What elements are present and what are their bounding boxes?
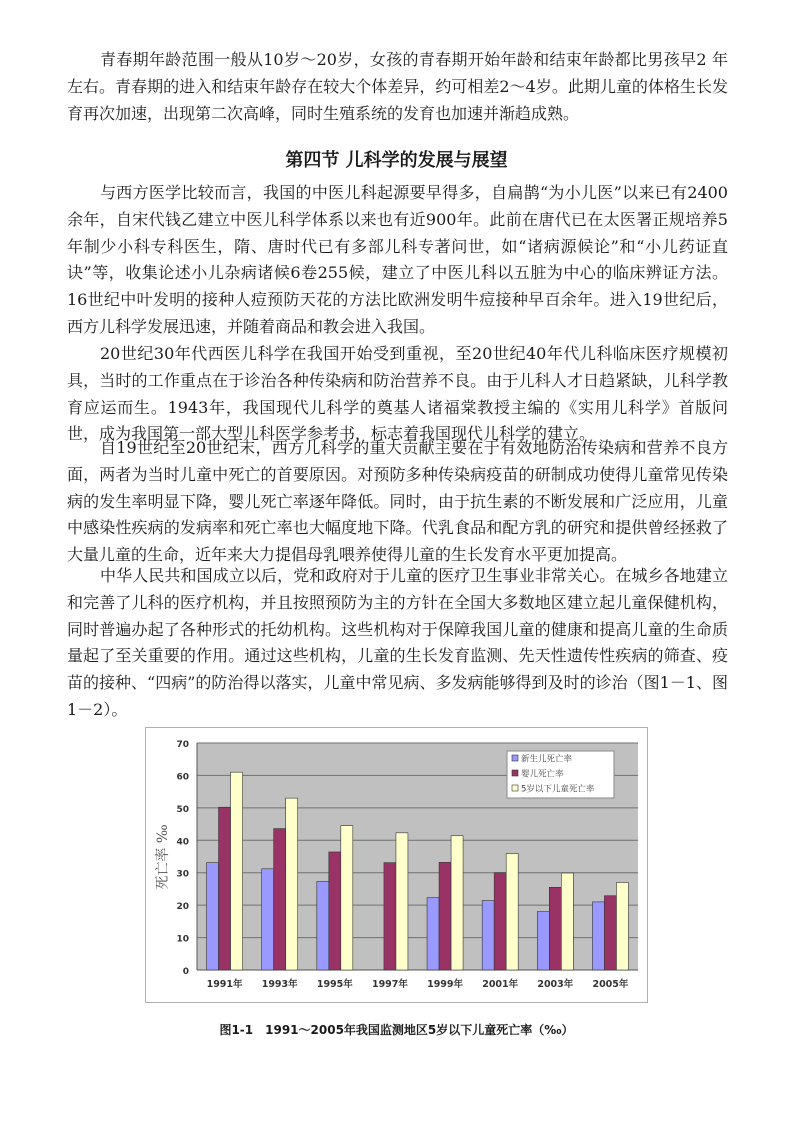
- bar-under5: [561, 873, 573, 970]
- bar-neonatal: [592, 902, 604, 970]
- bar-infant: [439, 862, 451, 970]
- legend-label: 新生儿死亡率: [521, 754, 573, 765]
- bar-under5: [396, 833, 408, 970]
- bar-neonatal: [262, 869, 274, 970]
- bar-neonatal: [207, 863, 219, 970]
- bar-neonatal: [427, 898, 439, 970]
- x-tick-label: 1995年: [316, 979, 353, 990]
- x-tick-label: 1993年: [261, 979, 298, 990]
- paragraph-puberty: 青春期年龄范围一般从10岁～20岁，女孩的青春期开始年龄和结束年龄都比男孩早2 年左右。青春期的进入和结束年龄存在较大个体差异，约可相差2～4岁。此期儿童的体格生长发育再次加速，出现第二次高峰，同时生殖系统的发育也加速并渐趋成熟。: [67, 50, 728, 123]
- section-heading: 第四节 儿科学的发展与展望: [285, 150, 508, 171]
- y-tick-label: 0: [182, 967, 189, 977]
- bar-under5: [286, 798, 298, 970]
- bar-infant: [329, 852, 341, 970]
- paragraph-contributions: 自19世纪至20世纪末，西方儿科学的重大贡献主要在于有效地防治传染病和营养不良方面，两者为当时儿童中死亡的首要原因。对预防多种传染病疫苗的研制成功使得儿童常见传染病的发生率明显下降，婴儿死亡率逐年降低。同时，由于抗生素的不断发展和广泛应用，儿童中感染性疾病的发病率和死亡率也大幅度地下降。代乳食品和配方乳的研究和提供曾经拯救了大量儿童的生命，近年来大力提倡母乳喂养使得儿童的生长发育水平更加提高。: [67, 438, 728, 565]
- bar-infant: [549, 887, 561, 970]
- y-tick-label: 10: [176, 934, 189, 945]
- x-tick-label: 2001年: [482, 979, 519, 990]
- y-tick-label: 40: [176, 837, 189, 848]
- x-tick-label: 1991年: [206, 979, 243, 990]
- legend: [507, 751, 614, 798]
- bar-under5: [231, 772, 243, 970]
- mortality-bar-chart: [145, 727, 648, 1003]
- x-tick-label: 1999年: [427, 979, 464, 990]
- legend-swatch: [512, 770, 518, 776]
- bar-neonatal: [482, 901, 494, 970]
- paragraph-20th-century: 20世纪30年代西医儿科学在我国开始受到重视，至20世纪40年代儿科临床医疗规模初具，当时的工作重点在于诊治各种传染病和防治营养不良。由于儿科人才日趋紧缺，儿科学教育应运而生。1943年，我国现代儿科学的奠基人诸福棠教授主编的《实用儿科学》首版问世，成为我国第一部大型儿科医学参考书，标志着我国现代儿科学的建立。: [67, 344, 728, 444]
- legend-swatch: [512, 785, 518, 791]
- legend-label: 5岁以下儿童死亡率: [521, 784, 595, 795]
- y-tick-label: 50: [176, 804, 189, 815]
- paragraph-history: 与西方医学比较而言，我国的中医儿科起源要早得多，自扁鹊“为小儿医”以来已有2400余年，自宋代钱乙建立中医儿科学体系以来也有近900年。此前在唐代已在太医署正规培养5年制少小科专科医生，隋、唐时代已有多部儿科专著问世，如“诸病源候论”和“小儿药证直诀”等，收集论述小儿杂病诸候6卷255候，建立了中医儿科以五脏为中心的临床辨证方法。16世纪中叶发明的接种人痘预防天花的方法比欧洲发明牛痘接种早百余年。进入19世纪后，西方儿科学发展迅速，并随着商品和教会进入我国。: [67, 183, 728, 336]
- bar-infant: [384, 863, 396, 970]
- x-tick-label: 2005年: [592, 979, 629, 990]
- y-axis-label: 死亡率 ‰: [155, 824, 171, 890]
- legend-label: 婴儿死亡率: [521, 769, 564, 780]
- bar-infant: [274, 829, 286, 970]
- y-tick-label: 60: [176, 772, 189, 783]
- bar-under5: [616, 882, 628, 970]
- figure-caption: 图1-1 1991～2005年我国监测地区5岁以下儿童死亡率（‰）: [219, 1023, 574, 1037]
- legend-swatch: [512, 755, 518, 761]
- bar-under5: [341, 826, 353, 970]
- y-tick-label: 30: [176, 869, 189, 880]
- paragraph-prc: 中华人民共和国成立以后，党和政府对于儿童的医疗卫生事业非常关心。在城乡各地建立和完善了儿科的医疗机构，并且按照预防为主的方针在全国大多数地区建立起儿童保健机构，同时普遍办起了各种形式的托幼机构。这些机构对于保障我国儿童的健康和提高儿童的生命质量起了至关重要的作用。通过这些机构，儿童的生长发育监测、先天性遗传性疾病的筛查、疫苗的接种、“四病”的防治得以落实，儿童中常见病、多发病能够得到及时的诊治（图1－1、图1－2）。: [67, 566, 728, 719]
- bar-infant: [494, 873, 506, 970]
- bar-under5: [506, 854, 518, 970]
- bar-neonatal: [317, 881, 329, 970]
- x-tick-label: 1997年: [371, 979, 408, 990]
- bar-neonatal: [537, 912, 549, 970]
- bar-infant: [604, 896, 616, 970]
- bar-infant: [219, 807, 231, 970]
- y-tick-label: 20: [176, 902, 189, 913]
- y-tick-label: 70: [176, 740, 189, 750]
- bar-under5: [451, 836, 463, 970]
- x-tick-label: 2003年: [537, 979, 574, 990]
